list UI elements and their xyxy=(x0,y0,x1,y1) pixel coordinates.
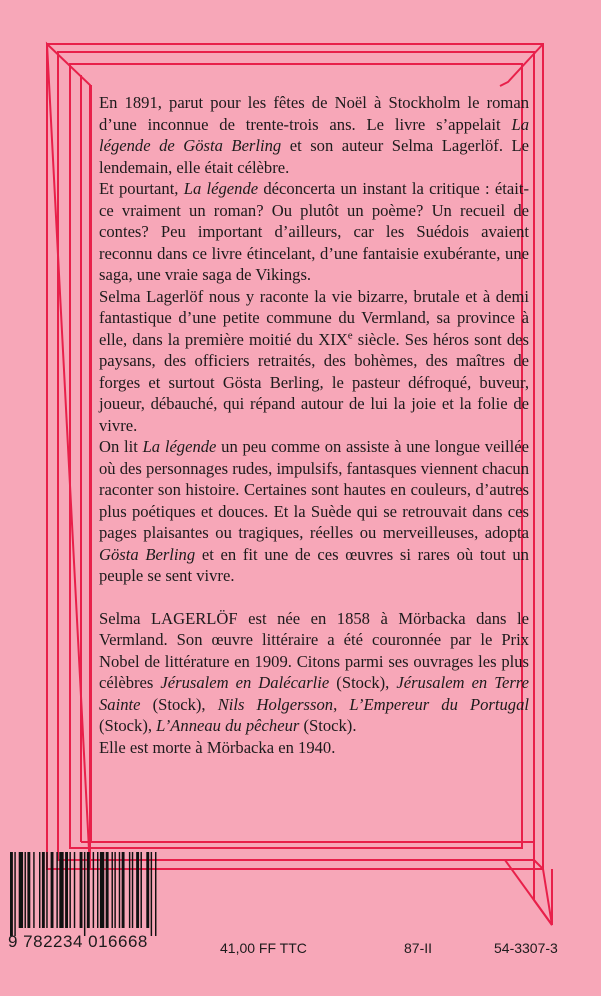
barcode-bar xyxy=(14,852,15,936)
barcode-bar xyxy=(74,852,75,928)
back-cover-text xyxy=(99,92,529,758)
barcode-bar xyxy=(132,852,133,928)
barcode-bar xyxy=(51,852,54,928)
text-run: , xyxy=(333,694,350,714)
barcode-bar xyxy=(84,852,85,936)
italic-title: Nils Holgersson xyxy=(217,694,334,714)
barcode-bar xyxy=(65,852,68,928)
text-run: Selma LAGERLÖF est née en 1858 à Mörbacka dans le Vermland. Son œuvre littéraire a été couronnée par le Prix Nobel de littérature en 1909. Citons parmi ses ouvrages les plus célèbres xyxy=(99,608,529,692)
text-run: siècle. Ses héros sont des paysans, des officiers retraités, des bohèmes, des maîtres de forges et surtout Gösta Berling, le pasteur défroqué, buveur, joueur, débauché, qui répand autour de lui la joie et la folie de vivre. xyxy=(99,329,529,435)
italic-title: La légende de Gösta Berling xyxy=(99,114,529,155)
barcode-bar xyxy=(119,852,120,928)
barcode-bar xyxy=(69,852,70,928)
italic-title: Jérusalem en Terre Sainte xyxy=(99,673,529,714)
paragraph xyxy=(99,286,529,437)
text-run: déconcerta un instant la critique : était-ce vraiment un roman? Ou plutôt un poème? Un recueil de contes? Peu important d’ailleurs, car les Suédois avaient reconnu dans ce livre étincelant, d’une fantaisie exubérante, une saga, une vraie saga de Vikings. xyxy=(99,179,529,284)
barcode-bar xyxy=(46,852,47,928)
italic-title: La légende xyxy=(142,437,217,456)
italic-title: L’Empereur du Portugal xyxy=(349,694,529,714)
barcode-bar xyxy=(136,852,139,928)
barcode-bar xyxy=(141,852,142,928)
barcode-bar xyxy=(19,852,23,928)
barcode-bar xyxy=(114,852,115,928)
reference-number: 54-3307-3 xyxy=(494,940,558,956)
italic-title: Gösta Berling xyxy=(99,544,196,564)
text-run: e xyxy=(347,328,353,341)
barcode-bar xyxy=(10,852,13,936)
paragraph xyxy=(99,608,529,737)
barcode-bar xyxy=(97,852,98,928)
barcode-bar xyxy=(129,852,130,928)
text-run: (Stock), xyxy=(140,694,218,714)
text-run: En 1891, parut pour les fêtes de Noël à Stockholm le roman d’une inconnue de trente-trois ans. Le livre s’appelait xyxy=(99,93,529,134)
text-run: (Stock), xyxy=(329,673,397,692)
barcode-bar xyxy=(59,852,63,928)
barcode-bar xyxy=(27,852,30,928)
barcode-bar xyxy=(25,852,26,928)
barcode-bar xyxy=(155,852,156,936)
text-run: Selma Lagerlöf nous y raconte la vie bizarre, brutale et à demi fantastique d’une petite commune du Vermland, sa province à elle, dans la première moitié du XIX xyxy=(99,286,529,349)
barcode-bar xyxy=(33,852,34,928)
barcode-digits: 9 782234 016668 xyxy=(8,932,148,951)
barcode-bar xyxy=(122,852,125,928)
text-run: Elle est morte à Mörbacka en 1940. xyxy=(99,737,336,757)
italic-title: La légende xyxy=(183,179,259,198)
paragraph xyxy=(99,737,529,759)
text-run: On lit xyxy=(99,437,143,456)
barcode-bar xyxy=(39,852,40,928)
edition-code: 87-II xyxy=(404,940,433,956)
barcode-bar xyxy=(112,852,113,928)
italic-title: Jérusalem en Dalécarlie xyxy=(160,673,330,692)
paragraph xyxy=(99,178,529,286)
barcode-bar xyxy=(56,852,57,928)
barcode-bar xyxy=(87,852,90,928)
text-run: Et pourtant, xyxy=(99,179,184,198)
barcode-bar xyxy=(106,852,109,928)
barcode-bar xyxy=(151,852,152,936)
paragraph xyxy=(99,92,529,178)
barcode-bar xyxy=(42,852,45,928)
paragraph xyxy=(99,436,529,587)
italic-title: L’Anneau du pêcheur xyxy=(156,716,300,735)
text-run: (Stock). xyxy=(299,716,357,735)
text-run: (Stock), xyxy=(99,716,157,735)
barcode-bar xyxy=(100,852,104,928)
text-run: et son auteur Selma Lagerlöf. Le lendemain, elle était célèbre. xyxy=(99,136,529,177)
price-label: 41,00 FF TTC xyxy=(220,940,307,956)
text-run: un peu comme on assiste à une longue veillée où des personnages rudes, impulsifs, fantasques viennent chacun raconter son histoire. Certaines sont hautes en couleurs, d’autres plus poétiques et douces. Et la Suède qui se retrouvait dans ces pages plaisantes ou tragiques, réelles ou merveilleuses, adopta xyxy=(99,437,529,542)
barcode-bar xyxy=(93,852,94,928)
barcode xyxy=(8,852,202,936)
text-run: et en fit une de ces œuvres si rares où tout un peuple se sent vivre. xyxy=(99,544,529,585)
barcode-bar xyxy=(80,852,83,928)
barcode-bar xyxy=(146,852,149,928)
